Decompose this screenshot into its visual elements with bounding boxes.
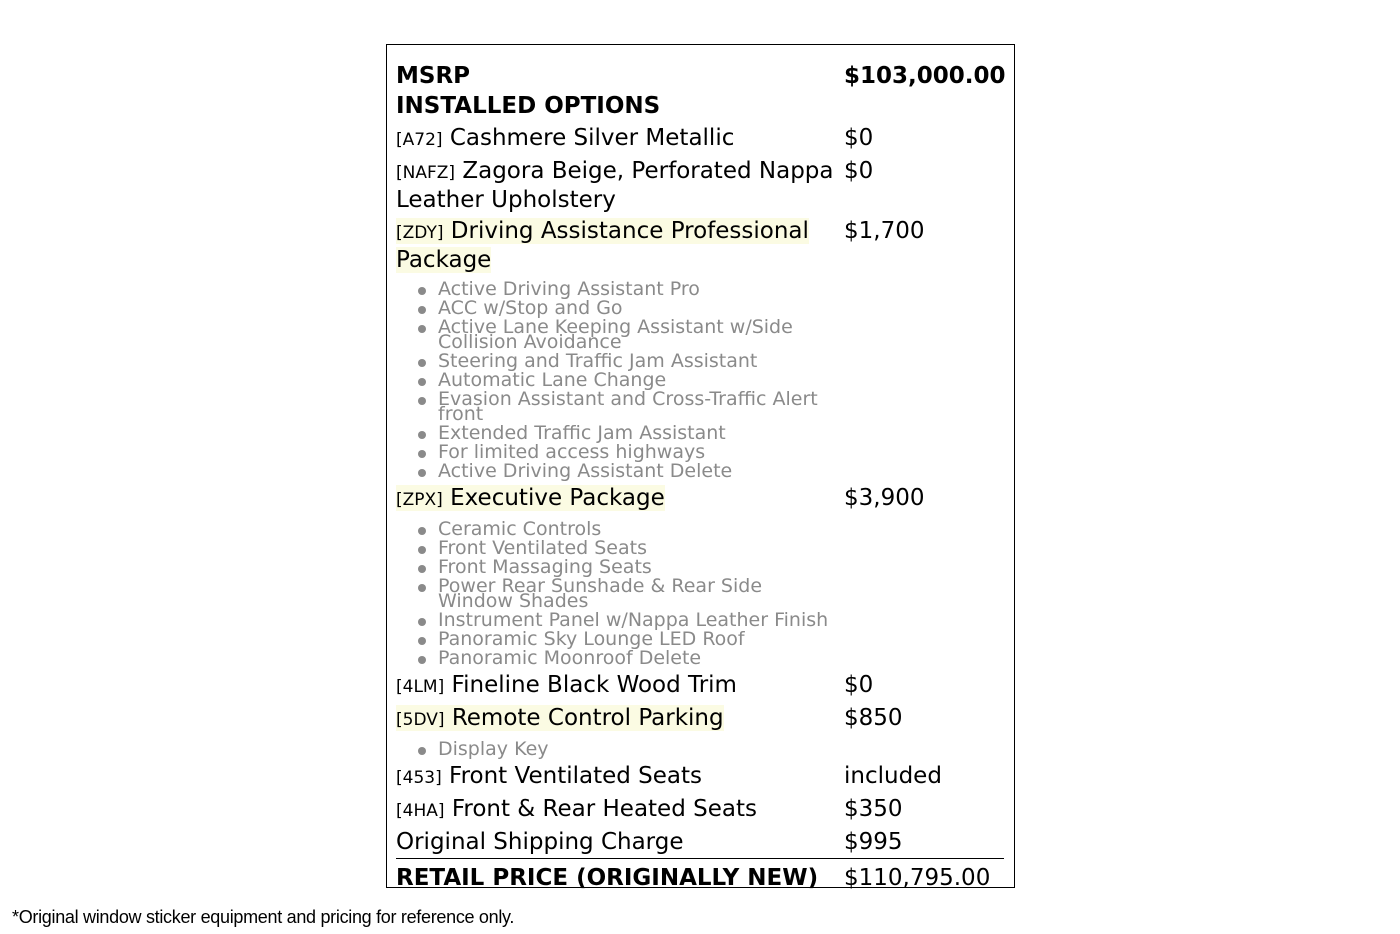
option-code: [5DV] — [396, 710, 445, 730]
option-name: Driving Assistance Professional Package — [396, 218, 809, 273]
option-description — [396, 218, 844, 274]
option-row — [396, 763, 1004, 792]
feature-text: Automatic Lane Change — [438, 369, 667, 391]
option-price: $1,700 — [844, 218, 925, 244]
option-row — [396, 485, 1004, 514]
retail-price-label: RETAIL PRICE (ORIGINALLY NEW) — [396, 865, 819, 891]
option-price: $0 — [844, 158, 874, 184]
option-name: Front Ventilated Seats — [449, 763, 703, 789]
option-description — [396, 485, 844, 514]
option-row — [396, 672, 1004, 701]
reference-footnote: *Original window sticker equipment and pricing for reference only. — [12, 907, 515, 927]
option-code: [ZPX] — [396, 490, 443, 510]
feature-text: Display Key — [438, 738, 549, 760]
option-title — [396, 218, 809, 273]
option-code: [4HA] — [396, 801, 445, 821]
feature-text: Panoramic Moonroof Delete — [438, 647, 702, 669]
option-description — [396, 158, 844, 214]
feature-text: Active Driving Assistant Delete — [438, 460, 733, 482]
feature-text: Front Massaging Seats — [438, 556, 652, 578]
feature-item — [396, 390, 833, 424]
option-row — [396, 125, 1004, 154]
msrp-row — [396, 61, 1004, 91]
option-name: Remote Control Parking — [451, 705, 724, 731]
bullet-icon — [418, 546, 426, 554]
option-name: Front & Rear Heated Seats — [451, 796, 757, 822]
option-row — [396, 705, 1004, 734]
option-title — [396, 485, 665, 511]
option-title — [396, 763, 702, 789]
bullet-icon — [418, 397, 426, 405]
option-price: included — [844, 763, 942, 789]
option-title — [396, 672, 737, 698]
bullet-icon — [418, 527, 426, 535]
option-code: [4LM] — [396, 677, 445, 697]
msrp-label: MSRP — [396, 63, 471, 89]
options-list — [396, 125, 1004, 825]
feature-item — [396, 740, 833, 759]
bullet-icon — [418, 469, 426, 477]
bullet-icon — [418, 450, 426, 458]
option-row — [396, 158, 1004, 214]
installed-options-heading: INSTALLED OPTIONS — [396, 93, 661, 119]
feature-text: Active Driving Assistant Pro — [438, 278, 700, 300]
option-row — [396, 218, 1004, 274]
option-title — [396, 125, 734, 151]
feature-text: Power Rear Sunshade & Rear Side Window Shades — [438, 575, 763, 612]
option-feature-list — [396, 520, 1004, 668]
option-price: $3,900 — [844, 485, 925, 511]
shipping-price: $995 — [844, 829, 903, 855]
feature-item — [396, 649, 833, 668]
bullet-icon — [418, 431, 426, 439]
option-row — [396, 796, 1004, 825]
bullet-icon — [418, 287, 426, 295]
shipping-label: Original Shipping Charge — [396, 829, 684, 855]
bullet-icon — [418, 306, 426, 314]
feature-text: Active Lane Keeping Assistant w/Side Collision Avoidance — [438, 316, 793, 353]
bullet-icon — [418, 747, 426, 755]
bullet-icon — [418, 656, 426, 664]
option-feature-list — [396, 280, 1004, 481]
option-name: Executive Package — [450, 485, 665, 511]
option-price: $350 — [844, 796, 903, 822]
option-description — [396, 763, 844, 792]
option-price: $0 — [844, 672, 874, 698]
option-code: [ZDY] — [396, 223, 444, 243]
bullet-icon — [418, 378, 426, 386]
window-sticker-pricing-box — [386, 44, 1015, 891]
retail-price-row — [396, 863, 1004, 893]
option-name: Fineline Black Wood Trim — [451, 672, 737, 698]
feature-text: Extended Traffic Jam Assistant — [438, 422, 726, 444]
option-price: $0 — [844, 125, 874, 151]
feature-text: Evasion Assistant and Cross-Traffic Alert front — [438, 388, 818, 425]
option-code: [453] — [396, 768, 442, 788]
option-title — [396, 705, 724, 731]
option-code: [A72] — [396, 130, 443, 150]
option-description — [396, 796, 844, 825]
feature-text: Panoramic Sky Lounge LED Roof — [438, 628, 745, 650]
option-title — [396, 158, 833, 213]
bullet-icon — [418, 325, 426, 333]
shipping-row — [396, 829, 1004, 856]
bullet-icon — [418, 565, 426, 573]
bullet-icon — [418, 359, 426, 367]
feature-text: Instrument Panel w/Nappa Leather Finish — [438, 609, 829, 631]
feature-item — [396, 462, 833, 481]
feature-item — [396, 577, 833, 611]
feature-text: Steering and Traffic Jam Assistant — [438, 350, 758, 372]
option-name: Zagora Beige, Perforated Nappa Leather Upholstery — [396, 158, 834, 213]
bullet-icon — [418, 618, 426, 626]
feature-text: Ceramic Controls — [438, 518, 602, 540]
bullet-icon — [418, 637, 426, 645]
option-title — [396, 796, 757, 822]
option-description — [396, 125, 844, 154]
option-feature-list — [396, 740, 1004, 759]
total-divider — [396, 858, 1004, 859]
msrp-price: $103,000.00 — [844, 63, 1006, 89]
feature-text: For limited access highways — [438, 441, 706, 463]
option-name: Cashmere Silver Metallic — [449, 125, 735, 151]
feature-text: ACC w/Stop and Go — [438, 297, 623, 319]
feature-text: Front Ventilated Seats — [438, 537, 647, 559]
option-code: [NAFZ] — [396, 163, 456, 183]
option-price: $850 — [844, 705, 903, 731]
bullet-icon — [418, 584, 426, 592]
option-description — [396, 672, 844, 701]
option-description — [396, 705, 844, 734]
feature-item — [396, 318, 833, 352]
retail-price-value: $110,795.00 — [844, 865, 991, 891]
